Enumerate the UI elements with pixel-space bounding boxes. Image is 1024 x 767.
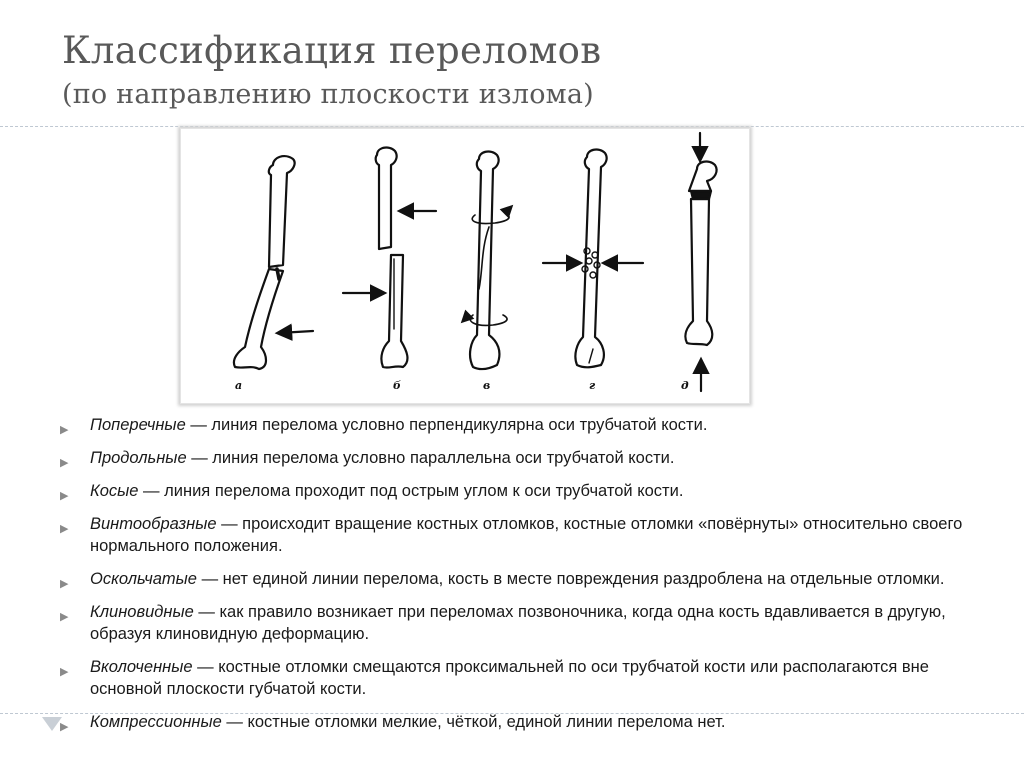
list-item bbox=[58, 480, 968, 502]
list-item-term: Компрессионные bbox=[90, 713, 222, 731]
list-item-text: — линия перелома условно параллельна оси трубчатой кости. bbox=[186, 449, 675, 467]
label-a: а bbox=[235, 379, 243, 392]
bone-b-longitudinal bbox=[343, 148, 436, 368]
slide-title-block bbox=[62, 30, 601, 110]
list-item-term: Оскольчатые bbox=[90, 570, 197, 588]
list-item bbox=[58, 601, 968, 645]
list-item-term: Вколоченные bbox=[90, 658, 193, 676]
list-item bbox=[58, 568, 968, 590]
bone-d-impacted bbox=[685, 133, 716, 391]
list-item-text: — костные отломки мелкие, чёткой, единой линии перелома нет. bbox=[221, 713, 726, 731]
list-item bbox=[58, 656, 968, 700]
list-item-term: Продольные bbox=[90, 449, 187, 467]
list-item-text: — нет единой линии перелома, кость в месте повреждения раздроблена на отдельные отломки. bbox=[196, 570, 945, 588]
bullet-arrow-icon: ▶ bbox=[60, 424, 69, 436]
list-item bbox=[58, 513, 968, 557]
list-item bbox=[58, 414, 968, 436]
bullet-arrow-icon: ▶ bbox=[60, 611, 69, 623]
fracture-illustration bbox=[181, 129, 749, 403]
list-item-text: — как правило возникает при переломах позвоночника, когда одна кость вдавливается в другую, образуя клиновидную деформацию. bbox=[90, 603, 946, 643]
bone-a-transverse bbox=[234, 156, 313, 369]
list-item bbox=[58, 447, 968, 469]
label-b: б bbox=[393, 379, 401, 392]
divider-top bbox=[0, 126, 1024, 127]
fracture-types-figure bbox=[180, 128, 750, 404]
divider-bottom bbox=[0, 713, 1024, 714]
bullet-arrow-icon: ▶ bbox=[60, 578, 69, 590]
list-item-term: Клиновидные bbox=[90, 603, 194, 621]
bone-v-spiral bbox=[463, 152, 511, 370]
list-item-term: Поперечные bbox=[90, 416, 186, 434]
bone-g-comminuted bbox=[543, 150, 643, 368]
list-item-text: — происходит вращение костных отломков, костные отломки «повёрнуты» относительно своего нормального положения. bbox=[90, 515, 963, 555]
label-v: в bbox=[483, 379, 491, 392]
bullet-arrow-icon: ▶ bbox=[60, 523, 69, 535]
list-item-term: Косые bbox=[90, 482, 139, 500]
list-item bbox=[58, 711, 968, 733]
fracture-types-list bbox=[58, 414, 968, 744]
list-item-text: — линия перелома проходит под острым углом к оси трубчатой кости. bbox=[138, 482, 684, 500]
bullet-arrow-icon: ▶ bbox=[60, 721, 69, 733]
slide-title: Классификация переломов bbox=[62, 29, 602, 72]
label-d: д bbox=[681, 379, 689, 392]
list-item-text: — костные отломки смещаются проксимальней по оси трубчатой кости или располагаются вне основной плоскости губчатой кости. bbox=[90, 658, 929, 698]
list-item-term: Винтообразные bbox=[90, 515, 217, 533]
bullet-arrow-icon: ▶ bbox=[60, 666, 69, 678]
bullet-arrow-icon: ▶ bbox=[60, 457, 69, 469]
label-g: г bbox=[589, 379, 596, 392]
triangle-marker-icon bbox=[42, 717, 62, 731]
bullet-arrow-icon: ▶ bbox=[60, 490, 69, 502]
list-item-text: — линия перелома условно перпендикулярна оси трубчатой кости. bbox=[185, 416, 708, 434]
slide-subtitle: (по направлению плоскости излома) bbox=[62, 78, 594, 110]
